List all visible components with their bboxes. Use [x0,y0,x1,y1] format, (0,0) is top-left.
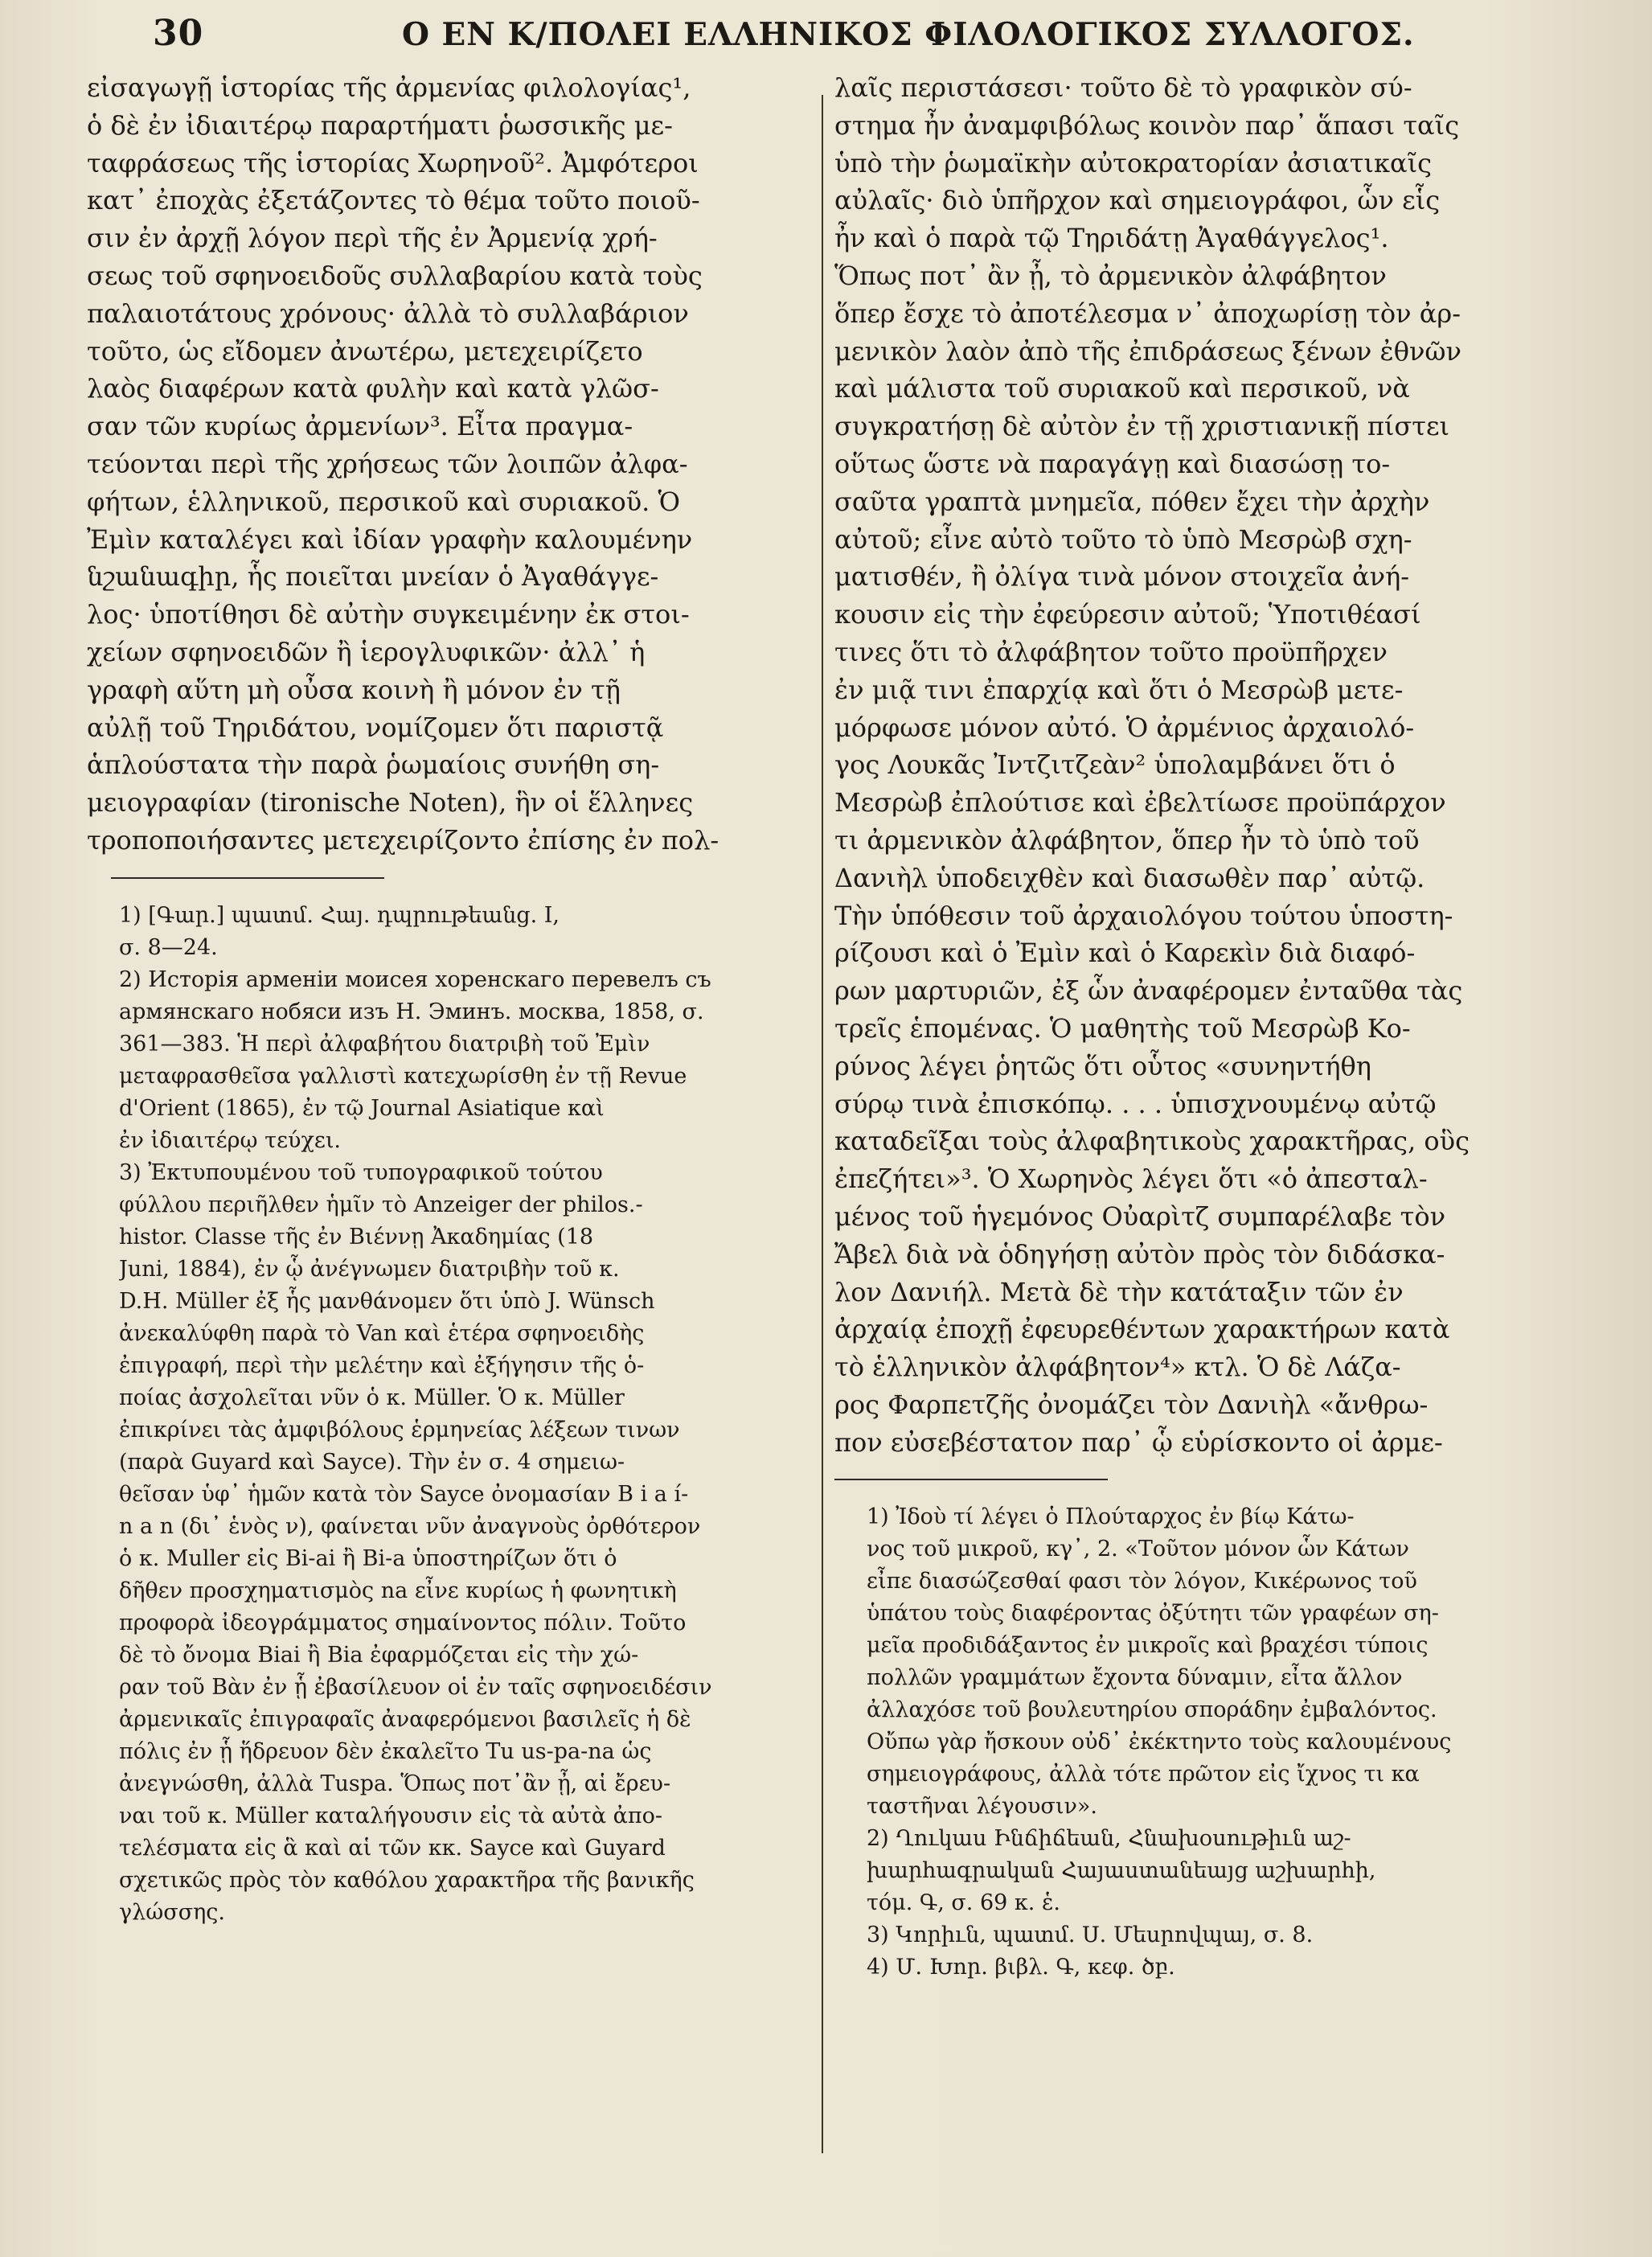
left-body-text [87,69,810,860]
text-line: τρεῖς ἑπομένας. Ὁ μαθητὴς τοῦ Μεσρὼβ Κο- [834,1012,1411,1044]
footnote-rule [834,1479,1108,1480]
text-line: μόρφωσε μόνον αὐτό. Ὁ ἀρμένιος ἀρχαιολό- [834,712,1415,743]
footnote-line: 2) Исторія арменіи моисея хоренскаго перевелъ съ [119,966,711,992]
text-line: նշանագիր, ἧς ποιεῖται μνείαν ὁ Ἀγαθάγγε- [87,561,659,593]
text-line: πον εὐσεβέστατον παρ᾽ ᾧ εὑρίσκοντο οἱ ἀρμε- [834,1426,1443,1458]
footnote-line: ὑπάτου τοὺς διαφέροντας ὀξύτητι τῶν γραφέων ση- [867,1601,1439,1627]
footnote-line: ἀνεγνώσθη, ἀλλὰ Tuspa. Ὅπως ποτ᾽ἂν ᾖ, αἱ ἔρευ- [119,1771,671,1796]
footnote-line: Juni, 1884), ἐν ᾧ ἀνέγνωμεν διατριβὴν τοῦ κ. [119,1256,620,1282]
footnote-line: ἀρμενικαῖς ἐπιγραφαῖς ἀναφερόμενοι βασιλεῖς ἡ δὲ [119,1706,691,1732]
footnote-line: армянскаго нобяси изъ Н. Эминъ. москва, 1858, σ. [119,999,704,1024]
text-line: Τὴν ὑπόθεσιν τοῦ ἀρχαιολόγου τούτου ὑποστη- [834,900,1453,931]
footnote-line: πολλῶν γραμμάτων ἔχοντα δύναμιν, εἶτα ἄλλον [867,1665,1403,1691]
footnote-line: ἐπιγραφή, περὶ τὴν μελέτην καὶ ἐξήγησιν τῆς ὁ- [119,1352,645,1378]
footnote-line: ἐπικρίνει τὰς ἀμφιβόλους ἑρμηνείας λέξεων τινων [119,1417,680,1442]
text-line: ὅπερ ἔσχε τὸ ἀποτέλεσμα ν᾽ ἀποχωρίσῃ τὸν ἀρ- [834,298,1461,329]
footnote-line: πόλις ἐν ᾗ ἥδρευον δὲν ἐκαλεῖτο Tu us-pa-na ὡς [119,1738,652,1764]
text-line: ταφράσεως τῆς ἱστορίας Χωρηνοῦ². Ἀμφότεροι [87,147,699,179]
page-header [153,10,1584,66]
text-line: παλαιοτάτους χρόνους· ἀλλὰ τὸ συλλαβάριον [87,298,689,329]
footnote-line: τελέσματα εἰς ἃ καὶ αἱ τῶν κκ. Sayce καὶ Guyard [119,1835,666,1861]
text-line: κουσιν εἰς τὴν ἐφεύρεσιν αὐτοῦ; Ὑποτιθέασί [834,599,1421,630]
text-line: τροποποιήσαντες μετεχειρίζοντο ἐπίσης ἐν πολ- [87,824,719,856]
text-line: τὸ ἑλληνικὸν ἀλφάβητον⁴» κτλ. Ὁ δὲ Λάζα- [834,1352,1401,1383]
running-title: Ο ΕΝ Κ/ΠΟΛΕΙ ΕΛΛΗΝΙΚΟΣ ΦΙΛΟΛΟΓΙΚΟΣ ΣΥΛΛΟΓΟΣ. [402,16,1415,53]
text-line: ὁ δὲ ἐν ἰδιαιτέρῳ παραρτήματι ῥωσσικῆς με- [87,109,673,141]
footnote-line: φύλλου περιῆλθεν ἡμῖν τὸ Anzeiger der philos.- [119,1192,643,1217]
footnote-line: εἶπε διασώζεσθαί φασι τὸν λόγον, Κικέρωνος τοῦ [867,1569,1417,1594]
text-line: ματισθέν, ἢ ὀλίγα τινὰ μόνον στοιχεῖα ἀνή- [834,561,1410,593]
text-line: ρίζουσι καὶ ὁ Ἐμὶν καὶ ὁ Καρεκὶν διὰ διαφό- [834,938,1416,969]
left-footnotes [87,900,810,1929]
right-footnotes [834,1501,1478,1984]
text-line: στημα ἦν ἀναμφιβόλως κοινὸν παρ᾽ ἅπασι ταῖς [834,109,1460,141]
footnote-line: histor. Classe τῆς ἐν Βιέννῃ Ἀκαδημίας (18 [119,1224,594,1250]
footnote-line: ὁ κ. Muller εἰς Bi-ai ἢ Bi-a ὑποστηρίζων ὅτι ὁ [119,1545,617,1571]
footnote-line: 1) [Գար.] պատմ. Հայ. դպրութեանց. I, [119,902,560,928]
footnote-line: σ. 8—24. [119,934,218,960]
footnote-line: 4) Մ. Խոր. βιβλ. Գ, κεφ. ծբ. [867,1955,1175,1980]
footnote-line: 3) Ἐκτυπουμένου τοῦ τυπογραφικοῦ τούτου [119,1159,603,1185]
footnote-line: Οὔπω γὰρ ἤσκουν οὐδ᾽ ἐκέκτηντο τοὺς καλουμένους [867,1730,1452,1755]
footnote-line: խարհագրական Հայաստանեայց աշխարհի, [867,1858,1376,1884]
footnote-line: τόμ. Գ, σ. 69 κ. ἑ. [867,1890,1061,1916]
text-line: αὐτοῦ; εἶνε αὐτὸ τοῦτο τὸ ὑπὸ Μεσρὼβ σχη- [834,523,1412,555]
footnote-line: δὲ τὸ ὄνομα Biai ἢ Bia ἐφαρμόζεται εἰς τὴν χώ- [119,1642,639,1668]
footnote-line: ραν τοῦ Βὰν ἐν ᾗ ἐβασίλευον οἱ ἐν ταῖς σφηνοειδέσιν [119,1674,712,1700]
footnote-line: 2) Ղուկաս Ինճիճեան, Հնախօսութիւն աշ- [867,1826,1351,1852]
footnote-line: προφορὰ ἰδεογράμματος σημαίνοντος πόλιν. Τοῦτο [119,1610,687,1635]
footnote-line: ἀλλαχόσε τοῦ βουλευτηρίου σποράδην ἐμβαλόντος. [867,1697,1437,1723]
text-line: Ὅπως ποτ᾽ ἂν ᾖ, τὸ ἀρμενικὸν ἀλφάβητον [834,260,1387,291]
footnote-line: σημειογράφους, ἀλλὰ τότε πρῶτον εἰς ἴχνος τι κα [867,1762,1420,1787]
footnote-line: σχετικῶς πρὸς τὸν καθόλου χαρακτῆρα τῆς βανικῆς [119,1867,695,1893]
footnote-line: μεταφρασθεῖσα γαλλιστὶ κατεχωρίσθη ἐν τῇ Revue [119,1063,687,1089]
footnote-line: νος τοῦ μικροῦ, κγ᾽, 2. «Τοῦτον μόνον ὧν Κάτων [867,1537,1409,1562]
footnote-line: (παρὰ Guyard καὶ Sayce). Τὴν ἐν σ. 4 σημειω- [119,1449,625,1475]
text-line: σιν ἐν ἀρχῇ λόγον περὶ τῆς ἐν Ἀρμενίᾳ χρή- [87,223,658,254]
footnote-line: θεῖσαν ὑφ᾽ ἡμῶν κατὰ τὸν Sayce ὀνομασίαν B i a í- [119,1481,689,1507]
text-line: φήτων, ἑλληνικοῦ, περσικοῦ καὶ συριακοῦ. Ὁ [87,486,680,517]
text-line: ρύνος λέγει ῥητῶς ὅτι οὗτος «συνηντήθη [834,1050,1371,1081]
text-line: λον Δανιήλ. Μετὰ δὲ τὴν κατάταξιν τῶν ἐν [834,1276,1404,1307]
footnote-line: D.H. Müller ἐξ ἧς μανθάνομεν ὅτι ὑπὸ J. Wünsch [119,1288,655,1314]
text-line: μειογραφίαν (tironische Noten), ἣν οἱ ἕλληνες [87,787,694,819]
footnote-line: ποίας ἀσχολεῖται νῦν ὁ κ. Müller. Ὁ κ. Müller [119,1385,625,1410]
text-line: λαὸς διαφέρων κατὰ φυλὴν καὶ κατὰ γλῶσ- [87,373,659,404]
footnote-line: δῆθεν προσχηματισμὸς na εἶνε κυρίως ἡ φωνητικὴ [119,1578,677,1603]
text-line: Ἄβελ διὰ νὰ ὁδηγήσῃ αὐτὸν πρὸς τὸν διδάσκα- [834,1238,1445,1270]
footnote-line: ἀνεκαλύφθη παρὰ τὸ Van καὶ ἑτέρα σφηνοειδὴς [119,1320,645,1346]
text-line: εἰσαγωγῇ ἱστορίας τῆς ἀρμενίας φιλολογίας¹, [87,72,691,103]
text-line: κατ᾽ ἐποχὰς ἐξετάζοντες τὸ θέμα τοῦτο ποιοῦ- [87,185,700,216]
footnote-line: ἐν ἰδιαιτέρῳ τεύχει. [119,1127,341,1153]
text-line: συγκρατήσῃ δὲ αὐτὸν ἐν τῇ χριστιανικῇ πίστει [834,411,1450,442]
footnote-line: d'Orient (1865), ἐν τῷ Journal Asiatique καὶ [119,1095,605,1121]
text-line: μένος τοῦ ἡγεμόνος Οὐαρὶτζ συμπαρέλαβε τὸν [834,1200,1446,1232]
text-line: σύρῳ τινὰ ἐπισκόπῳ. . . . ὑπισχνουμένῳ αὐτῷ [834,1088,1437,1119]
text-line: αὐλῇ τοῦ Τηριδάτου, νομίζομεν ὅτι παριστᾷ [87,712,664,743]
text-line: ὑπὸ τὴν ῥωμαϊκὴν αὐτοκρατορίαν ἀσιατικαῖς [834,147,1433,179]
text-line: ἁπλούστατα τὴν παρὰ ῥωμαίοις συνήθη ση- [87,749,660,781]
text-line: σεως τοῦ σφηνοειδοῦς συλλαβαρίου κατὰ τοὺς [87,260,703,291]
text-line: ρων μαρτυριῶν, ἐξ ὧν ἀναφέρομεν ἐνταῦθα τὰς [834,975,1463,1007]
text-line: ρος Φαρπετζῆς ὀνομάζει τὸν Δανιὴλ «ἄνθρω- [834,1389,1429,1420]
column-divider [822,95,823,2153]
text-line: Ἐμὶν καταλέγει καὶ ἰδίαν γραφὴν καλουμένην [87,523,693,555]
text-line: μενικὸν λαὸν ἀπὸ τῆς ἐπιδράσεως ξένων ἐθνῶν [834,335,1461,367]
text-line: σαῦτα γραπτὰ μνημεῖα, πόθεν ἔχει τὴν ἀρχὴν [834,486,1430,517]
footnote-rule [111,877,384,879]
footnote-line: μεῖα προδιδάξαντος ἐν μικροῖς καὶ βραχέσι τύποις [867,1633,1429,1659]
text-line: σαν τῶν κυρίως ἀρμενίων³. Εἶτα πραγμα- [87,411,633,442]
text-line: γος Λουκᾶς Ἰντζιτζεὰν² ὑπολαμβάνει ὅτι ὁ [834,749,1396,781]
text-line: οὕτως ὥστε νὰ παραγάγῃ καὶ διασώσῃ το- [834,448,1391,479]
right-body-text [834,69,1478,1461]
text-line: λος· ὑποτίθησι δὲ αὐτὴν συγκειμένην ἐκ στοι- [87,599,690,630]
text-line: ἦν καὶ ὁ παρὰ τῷ Τηριδάτῃ Ἀγαθάγγελος¹. [834,223,1389,254]
footnote-line: ναι τοῦ κ. Müller καταλήγουσιν εἰς τὰ αὐτὰ ἀπο- [119,1803,662,1828]
text-line: ἐπεζήτει»³. Ὁ Χωρηνὸς λέγει ὅτι «ὁ ἀπεσταλ- [834,1163,1428,1195]
right-column [834,69,1478,1984]
footnote-line: ταστῆναι λέγουσιν». [867,1794,1097,1820]
text-line: καταδεῖξαι τοὺς ἀλφαβητικοὺς χαρακτῆρας, οὓς [834,1126,1470,1157]
text-line: γραφὴ αὕτη μὴ οὖσα κοινὴ ἢ μόνον ἐν τῇ [87,674,621,705]
footnote-line: 3) Կորիւն, պատմ. Ս. Մեսրովպայ, σ. 8. [867,1923,1314,1948]
footnote-line: 1) Ἰδοὺ τί λέγει ὁ Πλούταρχος ἐν βίῳ Κάτω- [867,1504,1355,1530]
footnote-line: 361—383. Ἡ περὶ ἀλφαβήτου διατριβὴ τοῦ Ἐμὶν [119,1031,650,1057]
footnote-line: γλώσσης. [119,1899,226,1925]
text-line: τι ἀρμενικὸν ἀλφάβητον, ὅπερ ἦν τὸ ὑπὸ τοῦ [834,824,1420,856]
text-line: Δανιὴλ ὑποδειχθὲν καὶ διασωθὲν παρ᾽ αὐτῷ. [834,862,1425,893]
text-line: Μεσρὼβ ἐπλούτισε καὶ ἐβελτίωσε προϋπάρχον [834,787,1446,819]
text-line: αὐλαῖς· διὸ ὑπῆρχον καὶ σημειογράφοι, ὧν εἷς [834,185,1441,216]
page-number: 30 [153,13,204,54]
text-line: τεύονται περὶ τῆς χρήσεως τῶν λοιπῶν ἀλφα- [87,448,688,479]
text-line: τινες ὅτι τὸ ἀλφάβητον τοῦτο προϋπῆρχεν [834,636,1388,667]
text-line: ἐν μιᾷ τινι ἐπαρχίᾳ καὶ ὅτι ὁ Μεσρὼβ μετε- [834,674,1404,705]
footnote-line: n a n (δι᾽ ἑνὸς ν), φαίνεται νῦν ἀναγνοὺς ὀρθότερον [119,1513,701,1539]
left-column [87,69,810,1929]
text-line: χείων σφηνοειδῶν ἢ ἱερογλυφικῶν· ἀλλ᾽ ἡ [87,636,646,667]
text-line: τοῦτο, ὡς εἴδομεν ἀνωτέρω, μετεχειρίζετο [87,335,643,367]
text-line: ἀρχαίᾳ ἐποχῇ ἐφευρεθέντων χαρακτήρων κατὰ [834,1314,1450,1345]
text-line: καὶ μάλιστα τοῦ συριακοῦ καὶ περσικοῦ, νὰ [834,373,1410,404]
text-line: λαῖς περιστάσεσι· τοῦτο δὲ τὸ γραφικὸν σύ- [834,72,1412,103]
